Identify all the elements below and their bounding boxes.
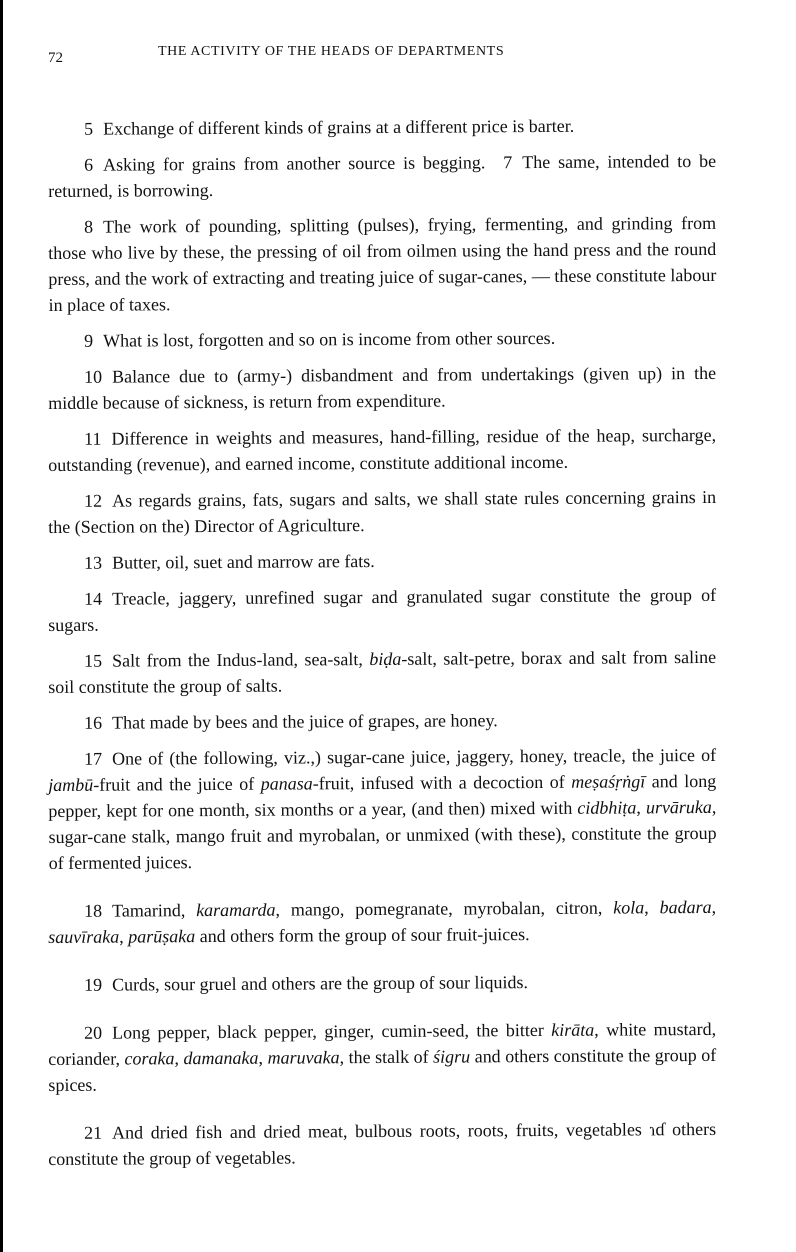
para-text: Balance due to (army-) disbandment and from undertakings (given up) in the middle because of sickness, is return from expenditure. [48,362,717,413]
italic-term: sauvīraka [48,926,120,947]
italic-term: kola [613,897,645,918]
paragraph-13 [48,546,716,576]
para-number: 18 [84,900,103,921]
para-number: 21 [84,1122,103,1143]
italic-term: panasa [260,773,313,794]
para-text: and others constitute the group of spices. [48,1044,717,1095]
italic-term: meṣaśṛṅgī [571,771,646,792]
italic-term: cidbhiṭa [577,797,637,818]
italic-term: maruvaka [267,1047,340,1068]
page-header [48,44,768,68]
paragraph-6-7 [48,148,716,204]
page-body [48,116,716,1182]
para-text: , [119,926,129,947]
para-text: , [258,1047,268,1068]
para-text: Curds, sour gruel and others are the group of sour liquids. [112,972,529,995]
para-text: Long pepper, black pepper, ginger, cumin-seed, the bitter [112,1019,552,1043]
paragraph-15 [48,644,716,700]
para-text: The same, intended to be returned, is borrowing. [48,150,717,201]
italic-term: kirāta [551,1019,595,1040]
italic-term: damanaka [183,1047,259,1069]
para-text: That made by bees and the juice of grapes, are honey. [112,710,498,733]
italic-term: biḍa [369,648,402,670]
para-text: , [636,797,646,818]
para-text: One of (the following, viz.,) sugar-cane juice, jaggery, honey, treacle, the juice of [112,744,717,769]
paragraph-8 [48,210,717,318]
para-number: 17 [84,748,103,769]
paragraph-5 [48,112,716,142]
para-number: 15 [84,650,103,671]
italic-term: urvāruka [645,796,712,818]
para-text: Asking for grains from another source is begging. [103,152,486,175]
para-number: 14 [84,588,103,609]
italic-term: parūṣaka [128,926,196,947]
paragraph-17 [48,742,717,876]
paragraph-16 [48,706,716,736]
para-text: -fruit, infused with a decoction of [312,771,572,794]
italic-term: śigru [433,1046,471,1067]
para-text: -salt, salt-petre, borax and salt from saline soil constitute the group of salts. [48,646,717,697]
paragraph-14 [48,582,716,638]
paragraph-10 [48,360,716,416]
para-text: and others form the group of sour fruit-juices. [195,924,530,947]
italic-term: karamarda [196,899,276,921]
para-text: , [644,897,660,918]
para-text: Butter, oil, suet and marrow are fats. [112,551,375,573]
paragraph-21 [48,1116,716,1172]
para-text: Salt from the Indus-land, sea-salt, [112,649,370,671]
paragraph-20 [48,1016,716,1098]
paragraph-9 [48,324,716,354]
paragraph-12 [48,484,716,540]
page-edge-rule [0,0,3,1252]
italic-term: badara [659,896,712,918]
para-text: Tamarind, [112,900,197,921]
italic-term: coraka [124,1048,175,1069]
para-text: , mango, pomegranate, myrobalan, citron, [275,897,614,920]
para-text: What is lost, forgotten and so on is income from other sources. [103,327,556,351]
para-number: 9 [84,330,94,351]
running-head: THE ACTIVITY OF THE HEADS OF DEPARTMENTS [158,44,505,59]
para-text: Treacle, jaggery, unrefined sugar and granulated sugar constitute the group of sugars. [48,584,717,635]
para-number: 12 [84,490,103,511]
para-number: 8 [84,216,94,237]
para-number: 6 [84,154,94,175]
para-number: 20 [84,1022,103,1043]
para-text: , [174,1048,184,1069]
para-text: , the stalk of [339,1046,434,1068]
para-text: and long pepper, kept for one month, six months or a year, (and then) mixed with [48,770,717,821]
para-text: -fruit and the juice of [93,773,261,795]
para-number: 10 [84,366,103,387]
para-text: , [711,896,717,917]
page-number: 72 [48,50,63,66]
para-number: 7 [503,152,513,173]
paragraph-18 [48,894,716,950]
para-number: 19 [84,974,103,995]
para-text: , white mustard, coriander, [48,1018,717,1069]
italic-term: jambū [48,774,94,795]
para-text: , sugar-cane stalk, mango fruit and myrobalan, or unmixed (with these), constitute the group of fermented juices. [48,796,717,873]
para-text: The work of pounding, splitting (pulses), frying, fermenting, and grinding from those who live by these, the pressing of oil from oilmen using the hand press and the round press, and the work of extracting and treating juice of sugar-canes, — these constitute labour in place of taxes. [48,212,717,315]
para-text: Difference in weights and measures, hand-filling, residue of the heap, surcharge, outstanding (revenue), and earned income, constitute additional income. [48,424,717,475]
para-number: 5 [84,118,94,139]
para-number: 16 [84,712,103,733]
para-text: And dried fish and dried meat, bulbous roots, roots, fruits, vegetables ɿɗ others constitute the group of vegetables. [48,1118,717,1169]
para-number: 13 [84,552,103,573]
para-text: As regards grains, fats, sugars and salts, we shall state rules concerning grains in the (Section on the) Director of Agriculture. [48,486,717,537]
paragraph-19 [48,968,716,998]
para-text: Exchange of different kinds of grains at a different price is barter. [103,115,575,139]
para-number: 11 [84,428,102,449]
paragraph-11 [48,422,716,478]
